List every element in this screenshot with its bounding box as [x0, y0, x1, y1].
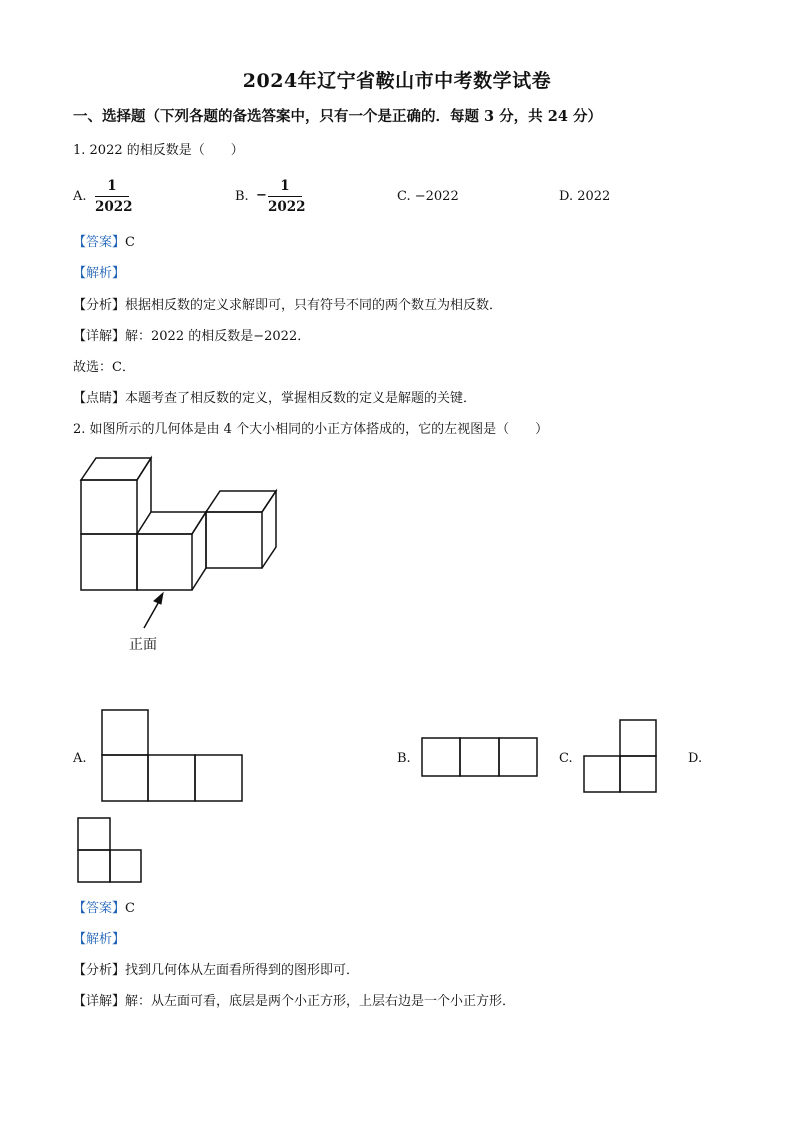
answer-tag: 【答案】 — [73, 901, 126, 916]
q1-option-b-denominator: 2022 — [268, 199, 306, 215]
q2-option-a-label: A. — [73, 751, 87, 766]
view-square — [78, 850, 110, 882]
q2-fenxi — [73, 963, 359, 979]
section-heading: 一、选择题（下列各题的备选答案中，只有一个是正确的．每题 3 分，共 24 分） — [73, 108, 602, 125]
q1-option-c: C. −2022 — [397, 189, 459, 204]
q2-answer — [73, 901, 135, 917]
fenxi-tag: 【分析】 — [73, 298, 126, 313]
view-square — [110, 850, 141, 882]
xiangjie-tag: 【详解】 — [73, 994, 126, 1009]
q2-option-c-label: C. — [559, 751, 573, 766]
q2-xiangjie — [73, 994, 515, 1010]
q2-option-b-label: B. — [397, 751, 411, 766]
xiangjie-tag: 【详解】 — [73, 329, 126, 344]
view-square — [78, 818, 110, 850]
q1-option-a-numerator: 1 — [107, 178, 117, 194]
page-title: 2024年辽宁省鞍山市中考数学试卷 — [242, 70, 552, 92]
q1-stem: 1. 2022 的相反数是（ ） — [73, 143, 244, 158]
q1-option-d: D. 2022 — [559, 189, 611, 204]
fenxi-tag: 【分析】 — [73, 963, 126, 978]
q1-option-b-sign: − — [256, 188, 267, 203]
q1-xiangjie-text: 解：2022 的相反数是−2022． — [125, 329, 311, 344]
q2-option-d-label: D. — [688, 751, 703, 766]
answer-tag: 【答案】 — [73, 235, 126, 250]
q1-analysis-tag: 【解析】 — [73, 266, 126, 281]
q1-answer-value: C — [125, 235, 135, 250]
q1-dianjing-text: 本题考查了相反数的定义，掌握相反数的定义是解题的关键． — [125, 391, 477, 406]
q1-option-a-label: A. — [73, 189, 87, 204]
dianjing-tag: 【点睛】 — [73, 391, 126, 406]
q1-choice: 故选：C． — [73, 360, 135, 375]
q1-option-b-label: B. — [235, 189, 249, 204]
q2-xiangjie-text: 解：从左面可看，底层是两个小正方形，上层右边是一个小正方形． — [125, 994, 516, 1009]
front-label: 正面 — [129, 637, 157, 653]
q2-answer-value: C — [125, 901, 135, 916]
q2-analysis-tag: 【解析】 — [73, 932, 126, 947]
q1-option-a-denominator: 2022 — [95, 199, 133, 215]
q2-fenxi-text: 找到几何体从左面看所得到的图形即可． — [125, 963, 360, 978]
q1-fenxi-text: 根据相反数的定义求解即可，只有符号不同的两个数互为相反数． — [125, 298, 503, 313]
q2-stem: 2. 如图所示的几何体是由 4 个大小相同的小正方体搭成的，它的左视图是（ ） — [73, 422, 549, 437]
q1-option-b-numerator: 1 — [280, 178, 290, 194]
